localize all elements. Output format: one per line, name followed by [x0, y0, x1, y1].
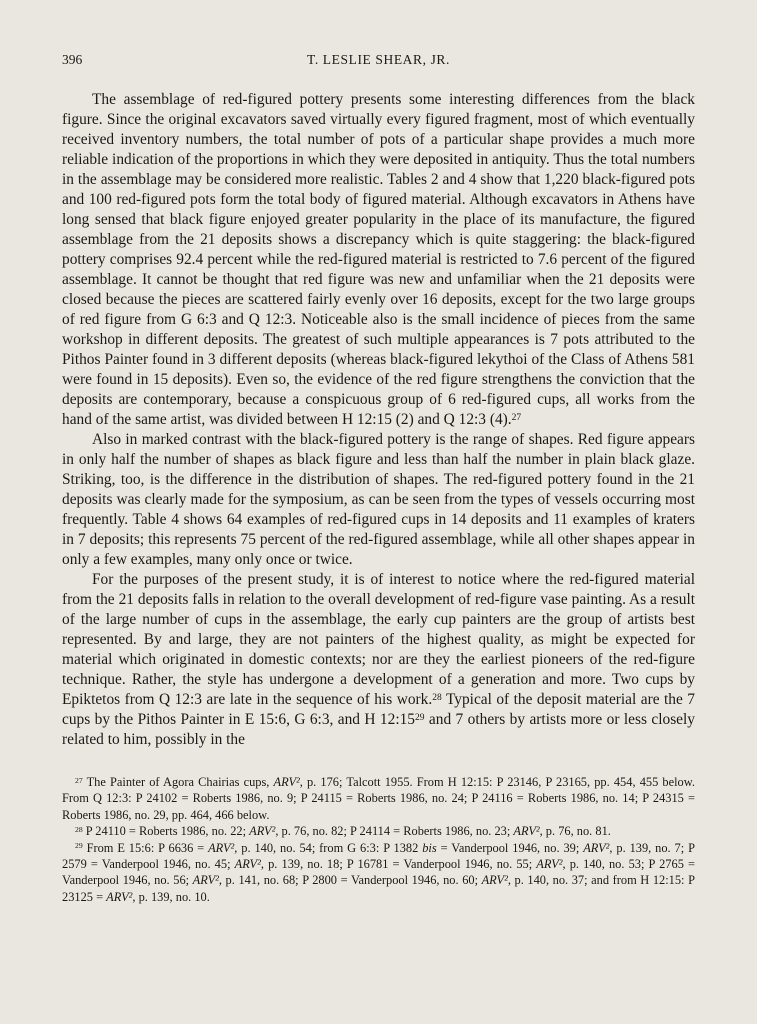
body-paragraph-2: Also in marked contrast with the black-figured pottery is the range of shapes. Red figure appears in only half the number of shapes as black figure and less than half the number in plain black glaze. Striking, too, is the difference in the distribution of shapes. The red-figured pottery found in the 21 deposits was clearly made for the symposium, as can be seen from the types of vessels occurring most frequently. Table 4 shows 64 examples of red-figured cups in 14 deposits and 11 examples of kraters in 7 deposits; this represents 75 percent of the red-figured assemblage, while all other shapes appear in only a few examples, many only once or twice. — [62, 431, 695, 568]
page-number: 396 — [62, 52, 83, 67]
footnote-28: $^{28}$ P 24110 = Roberts 1986, no. 22; ARV², p. 76, no. 82; P 24114 = Roberts 1986, no. 23; ARV², p. 76, no. 81. — [75, 824, 611, 839]
body-paragraph-1: The assemblage of red-figured pottery presents some interesting differences from the black figure. Since the original excavators saved virtually every figured fragment, most of which eventually received inventory numbers, the total number of pots of a particular shape provides a much more reliable indication of the proportions in which they were deposited in antiquity. Thus the total numbers in the assemblage may be considered more realistic. Tables 2 and 4 show that 1,220 black-figured pots and 100 red-figured pots form the total body of figured material. Although excavators in Athens have long sensed that black figure enjoyed greater popularity in the place of its manufacture, the figured assemblage from the 21 deposits shows a discrepancy which is quite staggering: the black-figured pottery comprises 92.4 percent while the red-figured material is restricted to 7.6 percent of the figured assemblage. It cannot be thought that red figure was new and unfamiliar when the 21 deposits were closed because the pieces are scattered fairly evenly over 16 deposits, except for the two large groups of red figure from G 6:3 and Q 12:3. Noticeable also is the small incidence of pieces from the same workshop in different deposits. The greatest of such multiple appearances is 7 pots attributed to the Pithos Painter found in 3 different deposits (whereas black-figured lekythoi of the Class of Athens 581 were found in 15 deposits). Even so, the evidence of the red figure strengthens the conviction that the deposits are contemporary, because a conspicuous group of 6 red-figured cups, all works from the hand of the same artist, was divided between H 12:15 (2) and Q 12:3 (4).$^{27}$ — [62, 91, 695, 428]
footnote-27: $^{27}$ The Painter of Agora Chairias cups, ARV², p. 176; Talcott 1955. From H 12:15: P 23146, P 23165, pp. 454, 455 below. From Q 12:3: P 24102 = Roberts 1986, no. 9; P 24115 = Roberts 1986, no. 24; P 24116 = Roberts 1986, no. 14; P 24315 = Roberts 1986, no. 29, pp. 464, 466 below. — [62, 775, 695, 822]
body-paragraph-3: For the purposes of the present study, it is of interest to notice where the red-figured material from the 21 deposits falls in relation to the overall development of red-figure vase painting. As a result of the large number of cups in the assemblage, the early cup painters are the group of artists best represented. By and large, they are not painters of the highest quality, as might be expected for material which originated in domestic contexts; nor are they the earliest pioneers of the red-figure technique. Rather, the style has undergone a development of a generation and more. Two cups by Epiktetos from Q 12:3 are late in the sequence of his work.$^{28}$ Typical of the deposit material are the 7 cups by the Pithos Painter in E 15:6, G 6:3, and H $12:15^{29}$ and 7 others by artists more or less closely related to him, possibly in the — [62, 571, 696, 748]
footnotes-section — [62, 774, 695, 905]
text-block — [62, 52, 695, 905]
page-header — [62, 52, 695, 70]
running-head: T. LESLIE SHEAR, JR. — [307, 52, 450, 67]
footnote-29: $^{29}$ From E 15:6: P 6636 = ARV², p. 140, no. 54; from G 6:3: P 1382 bis = Vanderpool 1946, no. 39; ARV², p. 139, no. 7; P 2579 = Vanderpool 1946, no. 45; ARV², p. 139, no. 18; P 16781 = Vanderpool 1946, no. 55; ARV², p. 140, no. 53; P 2765 = Vanderpool 1946, no. 56; ARV², p. 141, no. 68; P 2800 = Vanderpool 1946, no. 60; ARV², p. 140, no. 37; and from H 12:15: P 23125 = ARV², p. 139, no. 10. — [62, 840, 696, 904]
